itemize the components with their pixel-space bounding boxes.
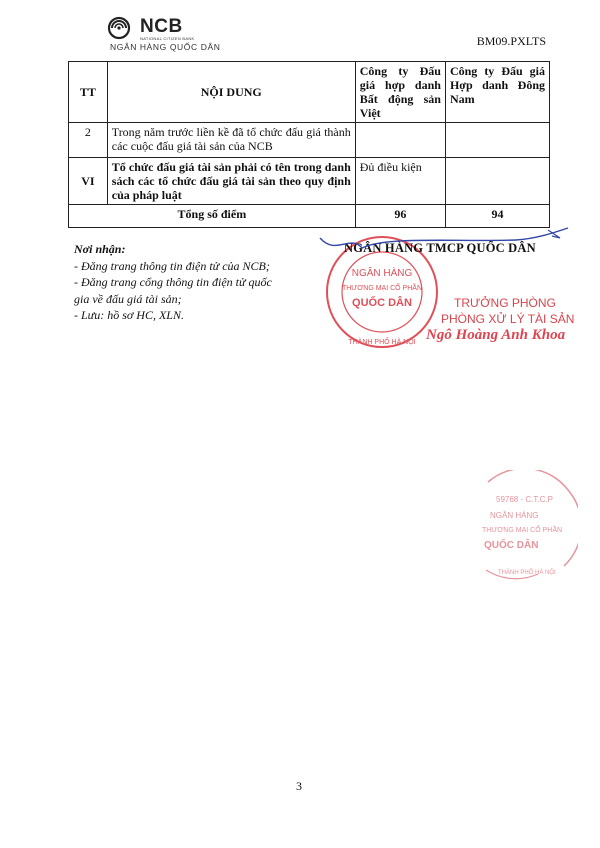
bank-name: NGÂN HÀNG TMCP QUỐC DÂN (344, 241, 536, 255)
signer-position-2: PHÒNG XỬ LÝ TÀI SẢN (441, 312, 575, 326)
signer-position-1: TRƯỞNG PHÒNG (454, 296, 556, 310)
header-content: NỘI DUNG (107, 62, 355, 123)
row-score-b (445, 158, 549, 205)
row-tt: 2 (69, 123, 108, 158)
recipient-item: - Lưu: hồ sơ HC, XLN. (74, 308, 184, 322)
faint-seal-ring: THÀNH PHỐ HÀ NỘI (498, 570, 556, 576)
faint-seal-line-3: QUỐC DÂN (484, 540, 539, 551)
ncb-logo (100, 14, 230, 54)
faint-seal-line-1: NGÂN HÀNG (490, 511, 539, 520)
row-score-b (445, 123, 549, 158)
scoring-table (68, 61, 550, 228)
header-company-b: Công ty Đấu giá Hợp danh Đông Nam (445, 62, 549, 123)
total-score-a: 96 (355, 205, 445, 228)
total-score-b: 94 (445, 205, 549, 228)
form-code: BM09.PXLTS (476, 34, 546, 48)
logo-wordmark: NCB (140, 16, 183, 37)
faint-seal (468, 470, 578, 582)
total-label: Tổng số điểm (69, 205, 356, 228)
logo-tagline: NGÂN HÀNG QUỐC DÂN (110, 42, 221, 52)
row-score-a: Đủ điều kiện (355, 158, 445, 205)
recipient-item: - Đăng trang cổng thông tin điện tử quốc gia về đấu giá tài sản; (74, 275, 272, 306)
seal-line-2: THƯƠNG MẠI CỔ PHẦN (341, 285, 423, 292)
seal-line-3: QUỐC DÂN (352, 297, 412, 309)
faint-seal-code: 59768 - C.T.C.P (496, 495, 553, 504)
table-row (69, 123, 550, 158)
seal-ring-text: THÀNH PHỐ HÀ NỘI (348, 339, 416, 346)
table-row (69, 158, 550, 205)
ncb-logo-icon (104, 16, 138, 40)
signature-scribble (316, 226, 576, 266)
header-tt: TT (69, 62, 108, 123)
table-header-row (69, 62, 550, 123)
faint-seal-line-2: THƯƠNG MẠI CỔ PHẦN (482, 527, 563, 534)
page-number: 3 (296, 779, 302, 793)
row-content: Tổ chức đấu giá tài sản phải có tên trong danh sách các tổ chức đấu giá tài sản theo quy định của pháp luật (107, 158, 355, 205)
recipients-block (74, 241, 274, 324)
row-content: Trong năm trước liền kề đã tổ chức đấu giá thành các cuộc đấu giá tài sản của NCB (107, 123, 355, 158)
row-score-a (355, 123, 445, 158)
header-company-a: Công ty Đấu giá hợp danh Bất động sản Việt (355, 62, 445, 123)
recipients-label: Nơi nhận: (74, 242, 126, 256)
seal-line-1: NGÂN HÀNG (351, 268, 413, 279)
row-tt: VI (69, 158, 108, 205)
total-row (69, 205, 550, 228)
logo-subtext: NATIONAL CITIZEN BANK (140, 36, 195, 41)
signer-name: Ngô Hoàng Anh Khoa (426, 327, 566, 343)
recipient-item: - Đăng trang thông tin điện tử của NCB; (74, 258, 270, 273)
